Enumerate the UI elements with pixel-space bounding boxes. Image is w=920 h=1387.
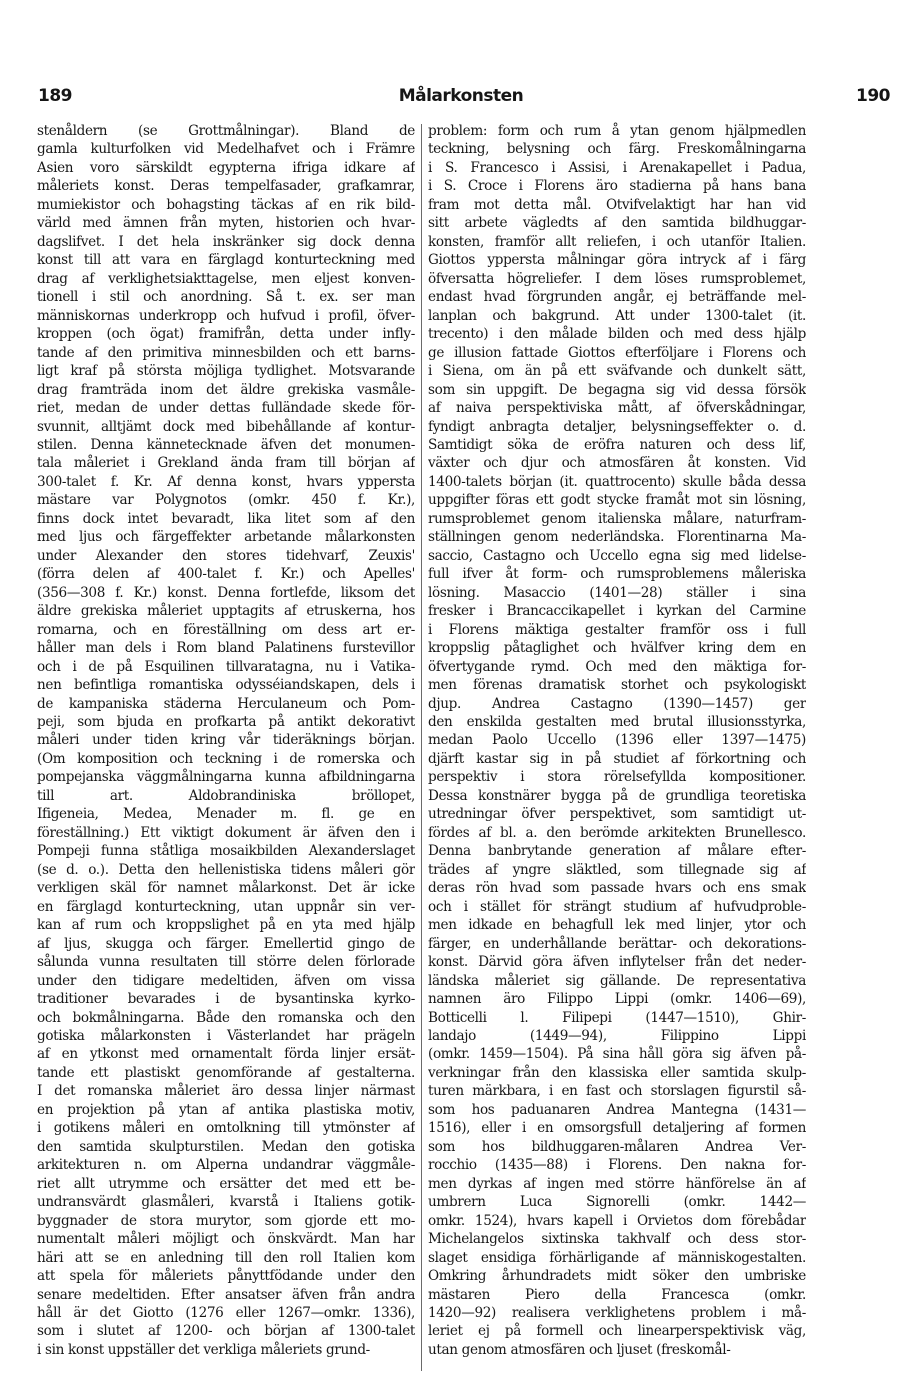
text-line: gamla kulturfolken vid Medelhafvet och i Främre (37, 141, 415, 158)
text-line: (356—308 f. Kr.) konst. Denna fortlefde, liksom det (37, 584, 415, 601)
text-line: mästare var Polygnotos (omkr. 450 f. Kr.), (37, 492, 415, 509)
text-line: under Alexander den stores tidehvarf, Zeuxis' (37, 547, 415, 564)
text-line: djup. Andrea Castagno (1390—1457) ger (428, 695, 806, 712)
text-line: men förenas dramatisk storhet och psykologiskt (428, 677, 806, 694)
text-line: konsten, framför allt reliefen, i och utanför Italien. (428, 233, 806, 250)
text-line: byggnader de stora murytor, som gjorde ett mo- (37, 1212, 415, 1229)
text-line: Dessa konstnärer bygga på de grundliga teoretiska (428, 787, 806, 804)
running-title: Målarkonsten (398, 86, 524, 106)
text-line: 1400-talets början (it. quattrocento) skulle båda dessa (428, 473, 806, 490)
text-line: omkr. 1524), hvars kapell i Orvietos dom förebådar (428, 1212, 806, 1229)
text-line: som i slutet af 1200- och början af 1300-talet (37, 1323, 415, 1340)
right-text-column (428, 122, 806, 1359)
text-line: utredningar öfver perspektivet, som samtidigt ut- (428, 806, 806, 823)
text-line: öfversatta högreliefer. I dem löses rumsproblemet, (428, 270, 806, 287)
text-line: Samtidigt söka de eröfra naturen och dess lif, (428, 436, 806, 453)
text-line: peji, som bjuda en profkarta på antikt dekorativt (37, 714, 415, 730)
text-line: och bokmålningarna. Både den romanska och den (37, 1009, 415, 1026)
text-line: i gotikens måleri en omtolkning till ytmönster af (37, 1120, 415, 1137)
text-line: perspektiv i stora rörelsefyllda kompositioner. (428, 769, 806, 786)
text-line: pompejanska väggmålningarna kunna afbildningarna (37, 769, 415, 786)
text-line: ställningen genom nederländska. Florentinarna Ma- (428, 529, 806, 546)
text-line: Omkring århundradets midt söker den umbriske (428, 1268, 806, 1285)
text-line: Giottos yppersta målningar göra intryck af i färg (428, 252, 806, 269)
text-line: numentalt måleri möjligt och önskvärdt. Man har (37, 1231, 415, 1248)
text-line: konst. Därvid göra äfven inflytelser från det neder- (428, 954, 806, 971)
text-line: växter och djur och atmosfären åt konsten. Vid (428, 455, 806, 472)
text-line: ligt kraf på största möjliga tydlighet. Motsvarande (37, 363, 415, 380)
text-line: rumsproblemet genom italienska målare, naturfram- (428, 510, 806, 527)
text-line: drag framträda inom det äldre grekiska vasmåle- (37, 381, 415, 398)
text-line: 300-talet f. Kr. Af denna konst, hvars yppersta (37, 473, 415, 490)
text-line: mumiekistor och bohagsting täckas af en rik bild- (37, 196, 415, 213)
right-page-number: 190 (856, 86, 890, 106)
text-line: af en ytkonst med ornamentalt förda linjer ersät- (37, 1046, 415, 1063)
text-line: i S. Croce i Florens äro stadierna på hans bana (428, 178, 806, 195)
text-line: färger, en underhållande berättar- och dekorations- (428, 935, 806, 952)
text-line: gotiska målarkonsten i Västerlandet har prägeln (37, 1027, 415, 1044)
text-line: problem: form och rum å ytan genom hjälpmedlen (428, 123, 806, 139)
text-line: utan genom atmosfären och ljuset (freskomål- (428, 1341, 731, 1358)
text-line: trecento) i den målade bilden och med dess hjälp (428, 326, 806, 343)
text-line: riet allt utrymme och ersätter det med ett be- (37, 1175, 415, 1192)
text-line: i Florens mäktiga gestalter framför oss i full (428, 621, 806, 638)
text-line: tande af den primitiva minnesbilden och ett barns- (37, 344, 415, 361)
text-line: drag af verklighetsiakttagelse, men eljest konven- (37, 270, 415, 287)
text-line: kan af rum och kroppslighet på en yta med hjälp (37, 917, 415, 934)
text-line: Pompeji funna ståtliga mosaikbilden Alexanderslaget (37, 843, 415, 860)
text-line: umbrern Luca Signorelli (omkr. 1442— (428, 1194, 806, 1211)
text-line: kroppen (och ögat) framifrån, detta under infly- (37, 326, 415, 343)
text-line: föreställning.) Ett viktigt dokument är äfven den i (37, 824, 415, 841)
text-line: till art. Aldobrandiniska bröllopet, (37, 787, 415, 804)
text-line: medan Paolo Uccello (1396 eller 1397—1475) (428, 732, 806, 749)
text-line: som hos bildhuggaren-målaren Andrea Ver- (428, 1138, 806, 1155)
text-line: I det romanska måleriet äro dessa linjer närmast (37, 1083, 415, 1100)
text-line: uppgifter föras ett godt stycke framåt mot sin lösning, (428, 492, 806, 509)
text-line: (Om komposition och teckning i de romerska och (37, 750, 415, 767)
text-line: som hos paduanaren Andrea Mantegna (1431— (428, 1101, 806, 1118)
text-line: leriet ej på formell och linearperspektivisk väg, (428, 1323, 806, 1340)
text-line: af naiva perspektiviska mått, af öfverskådningar, (428, 400, 806, 417)
text-line: fyndigt anbragta detaljer, belysningseffekter o. d. (428, 418, 806, 435)
text-line: i Siena, om än på ett sväfvande och dunkelt sätt, (428, 363, 806, 380)
text-line: svunnit, alltjämt dock med bibehållande af kontur- (37, 418, 415, 435)
text-line: arkitekturen n. om Alperna undandrar väggmåle- (37, 1157, 415, 1174)
text-line: lanplan och bakgrund. Att under 1300-talet (it. (428, 307, 806, 324)
text-line: men dyrkas af ingen med större hänförelse än af (428, 1175, 806, 1192)
text-line: fresker i Brancaccikapellet i kyrkan del Carmine (428, 603, 806, 620)
text-line: häri att se en anledning till den roll Italien kom (37, 1249, 415, 1266)
text-line: fördes af bl. a. den berömde arkitekten Brunellesco. (428, 824, 806, 841)
text-line: tande ett plastiskt genomförande af gestalterna. (37, 1064, 415, 1081)
text-line: Ifigeneia, Medea, Menader m. fl. ge en (37, 806, 415, 823)
text-line: och i stället för strängt studium af hufvudproble- (428, 898, 806, 915)
text-line: slaget ensidiga förhärligande af människogestalten. (428, 1249, 806, 1266)
text-line: Asien voro särskildt egypterna ifriga idkare af (37, 159, 415, 176)
text-line: håller man dels i Rom bland Palatinens furstevillor (37, 640, 415, 657)
text-line: som sin uppgift. De begagna sig vid dessa försök (428, 381, 806, 398)
text-line: Denna banbrytande generation af målare efter- (428, 843, 806, 860)
text-line: de kampaniska städerna Herculaneum och Pom- (37, 695, 415, 712)
text-line: konst till att vara en färglagd konturteckning med (37, 252, 415, 269)
text-line: turen märkbara, i en fast och storslagen figurstil så- (428, 1083, 806, 1100)
text-line: full ifver åt form- och rumsproblemens måleriska (428, 566, 806, 583)
text-line: verkningar från den klassiska eller samtida skulp- (428, 1064, 806, 1081)
text-line: saccio, Castagno och Uccello egna sig med lidelse- (428, 547, 806, 564)
text-line: den samtida skulpturstilen. Medan den gotiska (37, 1138, 415, 1155)
text-line: i S. Francesco i Assisi, i Arenakapellet i Padua, (428, 159, 806, 176)
text-line: finns dock intet bevaradt, lika litet som af den (37, 510, 415, 527)
text-line: håll är det Giotto (1276 eller 1267—omkr. 1336), (37, 1305, 415, 1321)
text-line: traditioner bevarades i de bysantinska kyrko- (37, 991, 415, 1008)
text-line: Michelangelos sixtinska takhvalf och dess stor- (428, 1231, 806, 1248)
text-line: den enskilda gestalten med brutal illusionsstyrka, (428, 714, 806, 730)
text-line: sitt arbete vägledts af den samtida bildhuggar- (428, 215, 806, 232)
text-line: stilen. Denna kännetecknade äfven det monumen- (37, 436, 415, 453)
text-line: rocchio (1435—88) i Florens. Den nakna for- (428, 1157, 806, 1174)
text-line: sålunda vunna resultaten till större delen förlorade (37, 954, 415, 971)
text-line: undransvärdt glasmåleri, kvarstå i Italiens gotik- (37, 1194, 415, 1211)
text-line: dagslifvet. I det hela inskränker sig dock denna (37, 233, 415, 250)
text-line: mästaren Piero della Francesca (omkr. (428, 1286, 806, 1303)
text-line: landajo (1449—94), Filippino Lippi (428, 1027, 806, 1044)
page-header (30, 86, 892, 114)
text-line: i sin konst uppställer det verkliga måleriets grund- (37, 1341, 370, 1358)
text-line: endast hvad förgrunden angår, ej beträffande mel- (428, 289, 806, 306)
text-line: att spela för måleriets pånyttfödande under den (37, 1268, 415, 1285)
text-line: (förra delen af 400-talet f. Kr.) och Apelles' (37, 566, 415, 583)
text-line: men idkade en behagfull lek med linjer, ytor och (428, 917, 806, 934)
text-line: lösning. Masaccio (1401—28) ställer i sina (428, 584, 806, 601)
text-line: öfvertygande rymd. Och med den mäktiga for- (428, 658, 806, 675)
text-line: måleri under tiden kring vår tideräknings början. (37, 732, 415, 749)
text-line: (se d. o.). Detta den hellenistiska tidens måleri gör (37, 861, 415, 878)
text-line: teckning, belysning och färg. Freskomålningarna (428, 141, 806, 158)
text-line: en projektion på ytan af antika plastiska motiv, (37, 1101, 415, 1118)
text-line: namnen äro Filippo Lippi (omkr. 1406—69), (428, 991, 806, 1008)
text-line: tala måleriet i Grekland ända fram till början af (37, 455, 415, 472)
text-line: kroppslig påtaglighet och hvälfver kring dem en (428, 640, 806, 657)
text-line: ländska måleriet sig gällande. De representativa (428, 972, 806, 989)
left-text-column (37, 122, 415, 1359)
text-line: en färglagd konturteckning, utan uppnår sin ver- (37, 898, 415, 915)
text-line: Botticelli l. Filipepi (1447—1510), Ghir- (428, 1009, 806, 1026)
text-line: måleriets konst. Deras tempelfasader, grafkamrar, (37, 178, 415, 195)
text-line: tionell i stil och anordning. Så t. ex. ser man (37, 289, 415, 306)
text-line: djärft kastar sig in på studiet af förkortning och (428, 750, 806, 767)
text-line: 1516), eller i en omsorgsfull detaljering af formen (428, 1120, 806, 1137)
text-line: fram mot detta mål. Otvifvelaktigt har han vid (428, 196, 806, 213)
text-line: äldre grekiska måleriet upptagits af etruskerna, hos (37, 603, 415, 620)
text-line: 1420—92) realisera verklighetens problem i må- (428, 1305, 806, 1321)
text-line: (omkr. 1459—1504). På sina håll göra sig äfven på- (428, 1046, 806, 1063)
text-line: romarna, och en föreställning om dess art er- (37, 621, 415, 638)
text-line: deras rön hvad som passade hvars och ens smak (428, 880, 806, 897)
text-line: verkligen skäl för namnet målarkonst. Det är icke (37, 880, 415, 897)
text-line: och i de på Esquilinen tillvaratagna, nu i Vatika- (37, 658, 415, 675)
text-line: af ljus, skugga och färger. Emellertid gingo de (37, 935, 415, 952)
text-line: värld med ämnen från myten, historien och hvar- (37, 215, 415, 232)
column-divider (421, 124, 422, 1371)
text-line: ge illusion fattade Giottos efterföljare i Florens och (428, 344, 806, 361)
text-line: nen befintliga romantiska odysséiandskapen, dels i (37, 677, 415, 694)
text-line: människornas underkropp och hufvud i profil, öfver- (37, 307, 415, 324)
text-line: med ljus och färgeffekter arbetande målarkonsten (37, 529, 415, 546)
text-line: stenåldern (se Grottmålningar). Bland de (37, 123, 415, 139)
left-page-number: 189 (38, 86, 72, 106)
text-line: riet, medan de under dettas fulländade skede för- (37, 400, 415, 417)
text-line: senare medeltiden. Efter ansatser äfven från andra (37, 1286, 415, 1303)
text-line: under den tidigare medeltiden, äfven om vissa (37, 972, 415, 989)
text-line: trädes af yngre släktled, som tillegnade sig af (428, 861, 806, 878)
